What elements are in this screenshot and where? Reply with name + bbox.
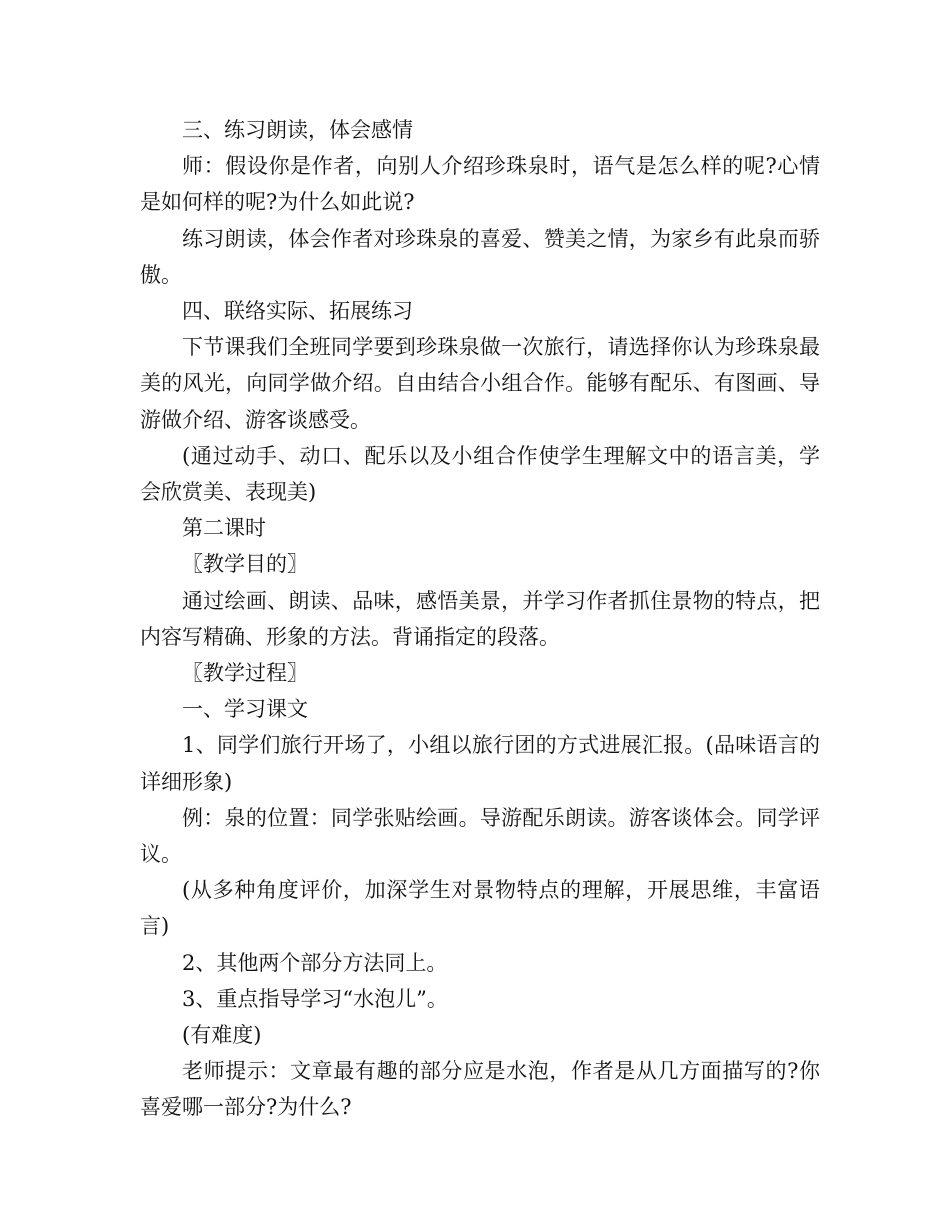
teaching-goals-paragraph: 通过绘画、朗读、品味，感悟美景，并学习作者抓住景物的特点，把内容写精确、形象的方法。背诵指定的段落。 (140, 588, 820, 649)
section-heading-extension-practice: 四、联络实际、拓展练习 (182, 299, 413, 324)
difficulty-note: (有难度) (182, 1023, 262, 1048)
teaching-goals-heading: 〖教学目的〗 (182, 552, 308, 577)
document-page (140, 112, 820, 1126)
activity-note-paragraph: (通过动手、动口、配乐以及小组合作使学生理解文中的语言美，学会欣赏美、表现美) (140, 443, 820, 505)
section-heading-practice-reading: 三、练习朗读，体会感情 (182, 118, 413, 142)
trip-activity-paragraph: 下节课我们全班同学要到珍珠泉做一次旅行，请选择你认为珍珠泉最美的风光，向同学做介绍。自由结合小组合作。能够有配乐、有图画、导游做介绍、游客谈感受。 (140, 335, 820, 432)
step-2-paragraph: 2、其他两个部分方法同上。 (182, 950, 448, 975)
reading-practice-paragraph: 练习朗读，体会作者对珍珠泉的喜爱、赞美之情，为家乡有此泉而骄傲。 (140, 226, 820, 287)
example-paragraph: 例：泉的位置：同学张贴绘画。导游配乐朗读。游客谈体会。同学评议。 (140, 805, 820, 867)
section-heading-study-text: 一、学习课文 (182, 697, 308, 722)
teaching-process-heading: 〖教学过程〗 (182, 661, 308, 686)
teacher-question-paragraph: 师：假设你是作者，向别人介绍珍珠泉时，语气是怎么样的呢?心情是如何样的呢?为什么如此说? (140, 154, 820, 215)
evaluation-note-paragraph: (从多种角度评价，加深学生对景物特点的理解，开展思维，丰富语言) (140, 878, 820, 939)
step-3-paragraph: 3、重点指导学习“水泡儿”。 (182, 986, 448, 1011)
teacher-hint-paragraph: 老师提示：文章最有趣的部分应是水泡，作者是从几方面描写的?你喜爱哪一部分?为什么? (140, 1059, 820, 1120)
second-lesson-heading: 第二课时 (182, 516, 266, 541)
step-1-paragraph: 1、同学们旅行开场了，小组以旅行团的方式进展汇报。(品味语言的详细形象) (140, 733, 820, 794)
